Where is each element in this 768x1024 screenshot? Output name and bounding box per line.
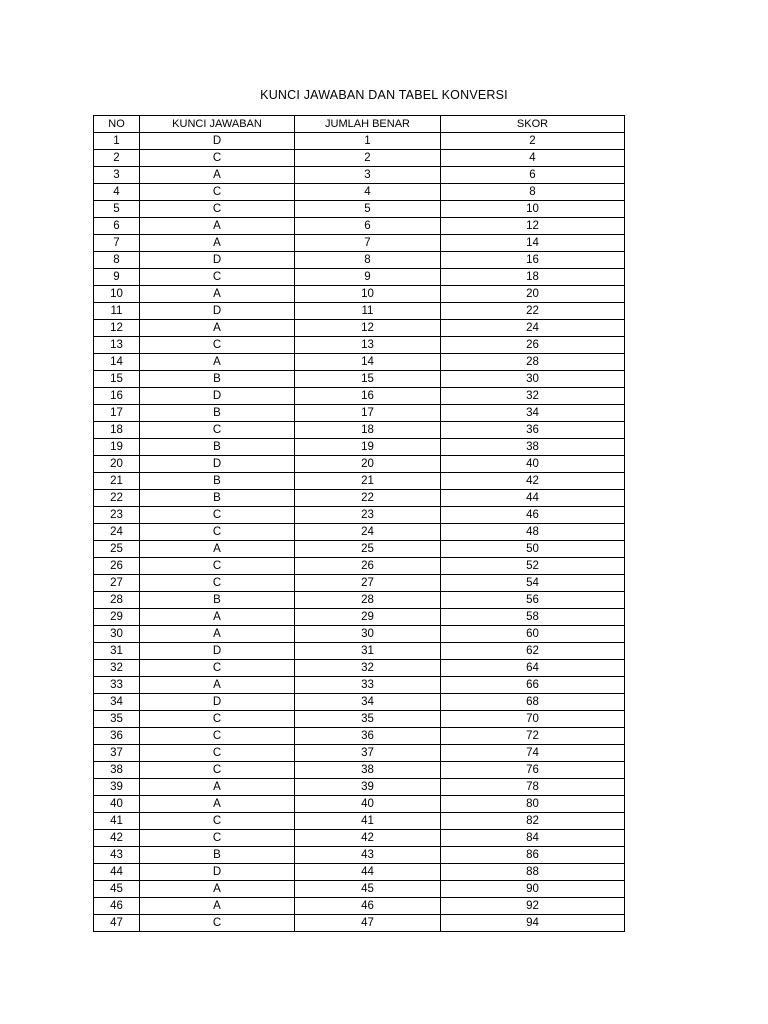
cell-no: 32 <box>94 660 140 677</box>
cell-no: 38 <box>94 762 140 779</box>
table-row <box>94 915 625 932</box>
cell-jumlah-benar: 45 <box>295 881 441 898</box>
cell-jumlah-benar: 7 <box>295 235 441 252</box>
cell-kunci-jawaban: C <box>140 150 295 167</box>
cell-skor: 88 <box>441 864 625 881</box>
cell-jumlah-benar: 19 <box>295 439 441 456</box>
cell-kunci-jawaban: C <box>140 830 295 847</box>
table-body <box>94 133 625 932</box>
cell-jumlah-benar: 4 <box>295 184 441 201</box>
cell-kunci-jawaban: A <box>140 677 295 694</box>
cell-kunci-jawaban: B <box>140 439 295 456</box>
table-row <box>94 864 625 881</box>
table-row <box>94 201 625 218</box>
cell-no: 46 <box>94 898 140 915</box>
cell-jumlah-benar: 42 <box>295 830 441 847</box>
cell-jumlah-benar: 14 <box>295 354 441 371</box>
table-row <box>94 133 625 150</box>
cell-jumlah-benar: 32 <box>295 660 441 677</box>
cell-no: 30 <box>94 626 140 643</box>
cell-kunci-jawaban: D <box>140 133 295 150</box>
cell-no: 26 <box>94 558 140 575</box>
table-row <box>94 235 625 252</box>
cell-kunci-jawaban: C <box>140 813 295 830</box>
cell-no: 2 <box>94 150 140 167</box>
cell-skor: 12 <box>441 218 625 235</box>
cell-jumlah-benar: 20 <box>295 456 441 473</box>
table-row <box>94 592 625 609</box>
cell-jumlah-benar: 37 <box>295 745 441 762</box>
cell-kunci-jawaban: C <box>140 524 295 541</box>
table-row <box>94 745 625 762</box>
table-row <box>94 660 625 677</box>
cell-kunci-jawaban: A <box>140 796 295 813</box>
cell-jumlah-benar: 46 <box>295 898 441 915</box>
cell-skor: 46 <box>441 507 625 524</box>
cell-no: 36 <box>94 728 140 745</box>
cell-no: 4 <box>94 184 140 201</box>
table-row <box>94 405 625 422</box>
cell-jumlah-benar: 38 <box>295 762 441 779</box>
header-skor: SKOR <box>441 116 625 133</box>
cell-skor: 82 <box>441 813 625 830</box>
cell-skor: 44 <box>441 490 625 507</box>
cell-no: 14 <box>94 354 140 371</box>
cell-kunci-jawaban: C <box>140 915 295 932</box>
table-row <box>94 626 625 643</box>
page-title: KUNCI JAWABAN DAN TABEL KONVERSI <box>260 88 508 102</box>
cell-no: 8 <box>94 252 140 269</box>
cell-skor: 30 <box>441 371 625 388</box>
cell-skor: 20 <box>441 286 625 303</box>
cell-skor: 40 <box>441 456 625 473</box>
cell-kunci-jawaban: B <box>140 490 295 507</box>
cell-jumlah-benar: 10 <box>295 286 441 303</box>
table-row <box>94 711 625 728</box>
table-row <box>94 643 625 660</box>
cell-jumlah-benar: 17 <box>295 405 441 422</box>
table-row <box>94 473 625 490</box>
cell-no: 21 <box>94 473 140 490</box>
cell-skor: 70 <box>441 711 625 728</box>
cell-no: 35 <box>94 711 140 728</box>
cell-kunci-jawaban: A <box>140 354 295 371</box>
cell-skor: 36 <box>441 422 625 439</box>
table-row <box>94 507 625 524</box>
cell-skor: 8 <box>441 184 625 201</box>
table-row <box>94 558 625 575</box>
cell-jumlah-benar: 11 <box>295 303 441 320</box>
cell-no: 16 <box>94 388 140 405</box>
table-row <box>94 150 625 167</box>
cell-no: 9 <box>94 269 140 286</box>
cell-kunci-jawaban: A <box>140 541 295 558</box>
table-row <box>94 575 625 592</box>
cell-no: 44 <box>94 864 140 881</box>
table-row <box>94 524 625 541</box>
cell-jumlah-benar: 9 <box>295 269 441 286</box>
cell-jumlah-benar: 34 <box>295 694 441 711</box>
cell-skor: 66 <box>441 677 625 694</box>
cell-jumlah-benar: 43 <box>295 847 441 864</box>
table-row <box>94 830 625 847</box>
cell-jumlah-benar: 36 <box>295 728 441 745</box>
cell-kunci-jawaban: C <box>140 507 295 524</box>
cell-jumlah-benar: 15 <box>295 371 441 388</box>
cell-skor: 50 <box>441 541 625 558</box>
table-row <box>94 167 625 184</box>
cell-kunci-jawaban: B <box>140 371 295 388</box>
cell-kunci-jawaban: B <box>140 405 295 422</box>
cell-jumlah-benar: 30 <box>295 626 441 643</box>
cell-skor: 58 <box>441 609 625 626</box>
cell-no: 18 <box>94 422 140 439</box>
table-row <box>94 439 625 456</box>
cell-jumlah-benar: 22 <box>295 490 441 507</box>
cell-kunci-jawaban: D <box>140 388 295 405</box>
table-row <box>94 388 625 405</box>
cell-kunci-jawaban: C <box>140 660 295 677</box>
cell-kunci-jawaban: C <box>140 201 295 218</box>
cell-jumlah-benar: 29 <box>295 609 441 626</box>
cell-jumlah-benar: 18 <box>295 422 441 439</box>
table-row <box>94 218 625 235</box>
cell-skor: 60 <box>441 626 625 643</box>
cell-jumlah-benar: 16 <box>295 388 441 405</box>
table-row <box>94 320 625 337</box>
cell-kunci-jawaban: A <box>140 286 295 303</box>
cell-kunci-jawaban: C <box>140 745 295 762</box>
cell-jumlah-benar: 27 <box>295 575 441 592</box>
cell-kunci-jawaban: D <box>140 252 295 269</box>
cell-kunci-jawaban: A <box>140 779 295 796</box>
cell-kunci-jawaban: D <box>140 303 295 320</box>
cell-no: 45 <box>94 881 140 898</box>
table-row <box>94 269 625 286</box>
cell-no: 29 <box>94 609 140 626</box>
cell-kunci-jawaban: C <box>140 558 295 575</box>
table-row <box>94 779 625 796</box>
cell-kunci-jawaban: A <box>140 609 295 626</box>
cell-jumlah-benar: 6 <box>295 218 441 235</box>
cell-no: 41 <box>94 813 140 830</box>
cell-kunci-jawaban: A <box>140 218 295 235</box>
cell-kunci-jawaban: C <box>140 575 295 592</box>
table-row <box>94 694 625 711</box>
cell-no: 28 <box>94 592 140 609</box>
cell-no: 10 <box>94 286 140 303</box>
cell-jumlah-benar: 1 <box>295 133 441 150</box>
cell-kunci-jawaban: D <box>140 643 295 660</box>
cell-jumlah-benar: 5 <box>295 201 441 218</box>
table-row <box>94 847 625 864</box>
cell-jumlah-benar: 31 <box>295 643 441 660</box>
cell-jumlah-benar: 33 <box>295 677 441 694</box>
cell-skor: 90 <box>441 881 625 898</box>
cell-kunci-jawaban: C <box>140 711 295 728</box>
cell-skor: 48 <box>441 524 625 541</box>
table-row <box>94 337 625 354</box>
cell-no: 3 <box>94 167 140 184</box>
cell-jumlah-benar: 2 <box>295 150 441 167</box>
cell-no: 23 <box>94 507 140 524</box>
cell-no: 27 <box>94 575 140 592</box>
cell-kunci-jawaban: D <box>140 864 295 881</box>
cell-jumlah-benar: 8 <box>295 252 441 269</box>
cell-skor: 32 <box>441 388 625 405</box>
cell-no: 34 <box>94 694 140 711</box>
cell-jumlah-benar: 41 <box>295 813 441 830</box>
table-row <box>94 541 625 558</box>
cell-skor: 94 <box>441 915 625 932</box>
table-row <box>94 813 625 830</box>
cell-jumlah-benar: 26 <box>295 558 441 575</box>
table-row <box>94 609 625 626</box>
cell-skor: 76 <box>441 762 625 779</box>
table-row <box>94 422 625 439</box>
cell-no: 19 <box>94 439 140 456</box>
cell-no: 24 <box>94 524 140 541</box>
header-jumlah-benar: JUMLAH BENAR <box>295 116 441 133</box>
table-row <box>94 762 625 779</box>
cell-skor: 24 <box>441 320 625 337</box>
cell-jumlah-benar: 23 <box>295 507 441 524</box>
cell-skor: 16 <box>441 252 625 269</box>
table-row <box>94 354 625 371</box>
cell-jumlah-benar: 13 <box>295 337 441 354</box>
header-no: NO <box>94 116 140 133</box>
header-kunci-jawaban: KUNCI JAWABAN <box>140 116 295 133</box>
cell-no: 37 <box>94 745 140 762</box>
cell-skor: 22 <box>441 303 625 320</box>
cell-no: 13 <box>94 337 140 354</box>
cell-no: 1 <box>94 133 140 150</box>
cell-kunci-jawaban: B <box>140 592 295 609</box>
cell-no: 15 <box>94 371 140 388</box>
cell-skor: 62 <box>441 643 625 660</box>
cell-skor: 4 <box>441 150 625 167</box>
cell-skor: 2 <box>441 133 625 150</box>
cell-jumlah-benar: 21 <box>295 473 441 490</box>
table-header <box>94 116 625 133</box>
cell-no: 12 <box>94 320 140 337</box>
cell-no: 43 <box>94 847 140 864</box>
table-row <box>94 303 625 320</box>
cell-jumlah-benar: 47 <box>295 915 441 932</box>
table-row <box>94 456 625 473</box>
cell-no: 22 <box>94 490 140 507</box>
table-row <box>94 898 625 915</box>
cell-skor: 86 <box>441 847 625 864</box>
cell-no: 7 <box>94 235 140 252</box>
cell-kunci-jawaban: C <box>140 337 295 354</box>
cell-skor: 78 <box>441 779 625 796</box>
cell-kunci-jawaban: A <box>140 167 295 184</box>
cell-no: 11 <box>94 303 140 320</box>
table-row <box>94 796 625 813</box>
cell-skor: 6 <box>441 167 625 184</box>
cell-skor: 28 <box>441 354 625 371</box>
cell-skor: 80 <box>441 796 625 813</box>
conversion-table <box>93 115 625 932</box>
table-row <box>94 184 625 201</box>
cell-kunci-jawaban: C <box>140 762 295 779</box>
cell-skor: 26 <box>441 337 625 354</box>
cell-skor: 72 <box>441 728 625 745</box>
cell-kunci-jawaban: A <box>140 898 295 915</box>
cell-kunci-jawaban: B <box>140 473 295 490</box>
cell-jumlah-benar: 12 <box>295 320 441 337</box>
cell-no: 6 <box>94 218 140 235</box>
cell-no: 47 <box>94 915 140 932</box>
table-row <box>94 371 625 388</box>
cell-no: 40 <box>94 796 140 813</box>
table-row <box>94 881 625 898</box>
table-row <box>94 677 625 694</box>
cell-skor: 84 <box>441 830 625 847</box>
cell-skor: 14 <box>441 235 625 252</box>
cell-jumlah-benar: 39 <box>295 779 441 796</box>
cell-kunci-jawaban: D <box>140 694 295 711</box>
cell-kunci-jawaban: A <box>140 235 295 252</box>
cell-kunci-jawaban: C <box>140 269 295 286</box>
table-row <box>94 490 625 507</box>
cell-jumlah-benar: 24 <box>295 524 441 541</box>
cell-no: 33 <box>94 677 140 694</box>
cell-no: 20 <box>94 456 140 473</box>
cell-no: 42 <box>94 830 140 847</box>
cell-kunci-jawaban: A <box>140 320 295 337</box>
cell-kunci-jawaban: A <box>140 881 295 898</box>
cell-jumlah-benar: 28 <box>295 592 441 609</box>
cell-jumlah-benar: 3 <box>295 167 441 184</box>
cell-kunci-jawaban: B <box>140 847 295 864</box>
cell-skor: 18 <box>441 269 625 286</box>
cell-kunci-jawaban: C <box>140 184 295 201</box>
header-row <box>94 116 625 133</box>
cell-skor: 54 <box>441 575 625 592</box>
table-row <box>94 252 625 269</box>
cell-no: 39 <box>94 779 140 796</box>
cell-skor: 38 <box>441 439 625 456</box>
cell-skor: 56 <box>441 592 625 609</box>
cell-skor: 52 <box>441 558 625 575</box>
cell-kunci-jawaban: C <box>140 728 295 745</box>
cell-skor: 92 <box>441 898 625 915</box>
cell-jumlah-benar: 35 <box>295 711 441 728</box>
table-row <box>94 728 625 745</box>
cell-skor: 34 <box>441 405 625 422</box>
cell-skor: 10 <box>441 201 625 218</box>
cell-jumlah-benar: 25 <box>295 541 441 558</box>
cell-no: 17 <box>94 405 140 422</box>
cell-jumlah-benar: 44 <box>295 864 441 881</box>
table-row <box>94 286 625 303</box>
cell-no: 5 <box>94 201 140 218</box>
cell-skor: 74 <box>441 745 625 762</box>
cell-skor: 68 <box>441 694 625 711</box>
cell-no: 25 <box>94 541 140 558</box>
cell-skor: 64 <box>441 660 625 677</box>
cell-skor: 42 <box>441 473 625 490</box>
cell-jumlah-benar: 40 <box>295 796 441 813</box>
cell-kunci-jawaban: A <box>140 626 295 643</box>
cell-kunci-jawaban: D <box>140 456 295 473</box>
cell-no: 31 <box>94 643 140 660</box>
cell-kunci-jawaban: C <box>140 422 295 439</box>
